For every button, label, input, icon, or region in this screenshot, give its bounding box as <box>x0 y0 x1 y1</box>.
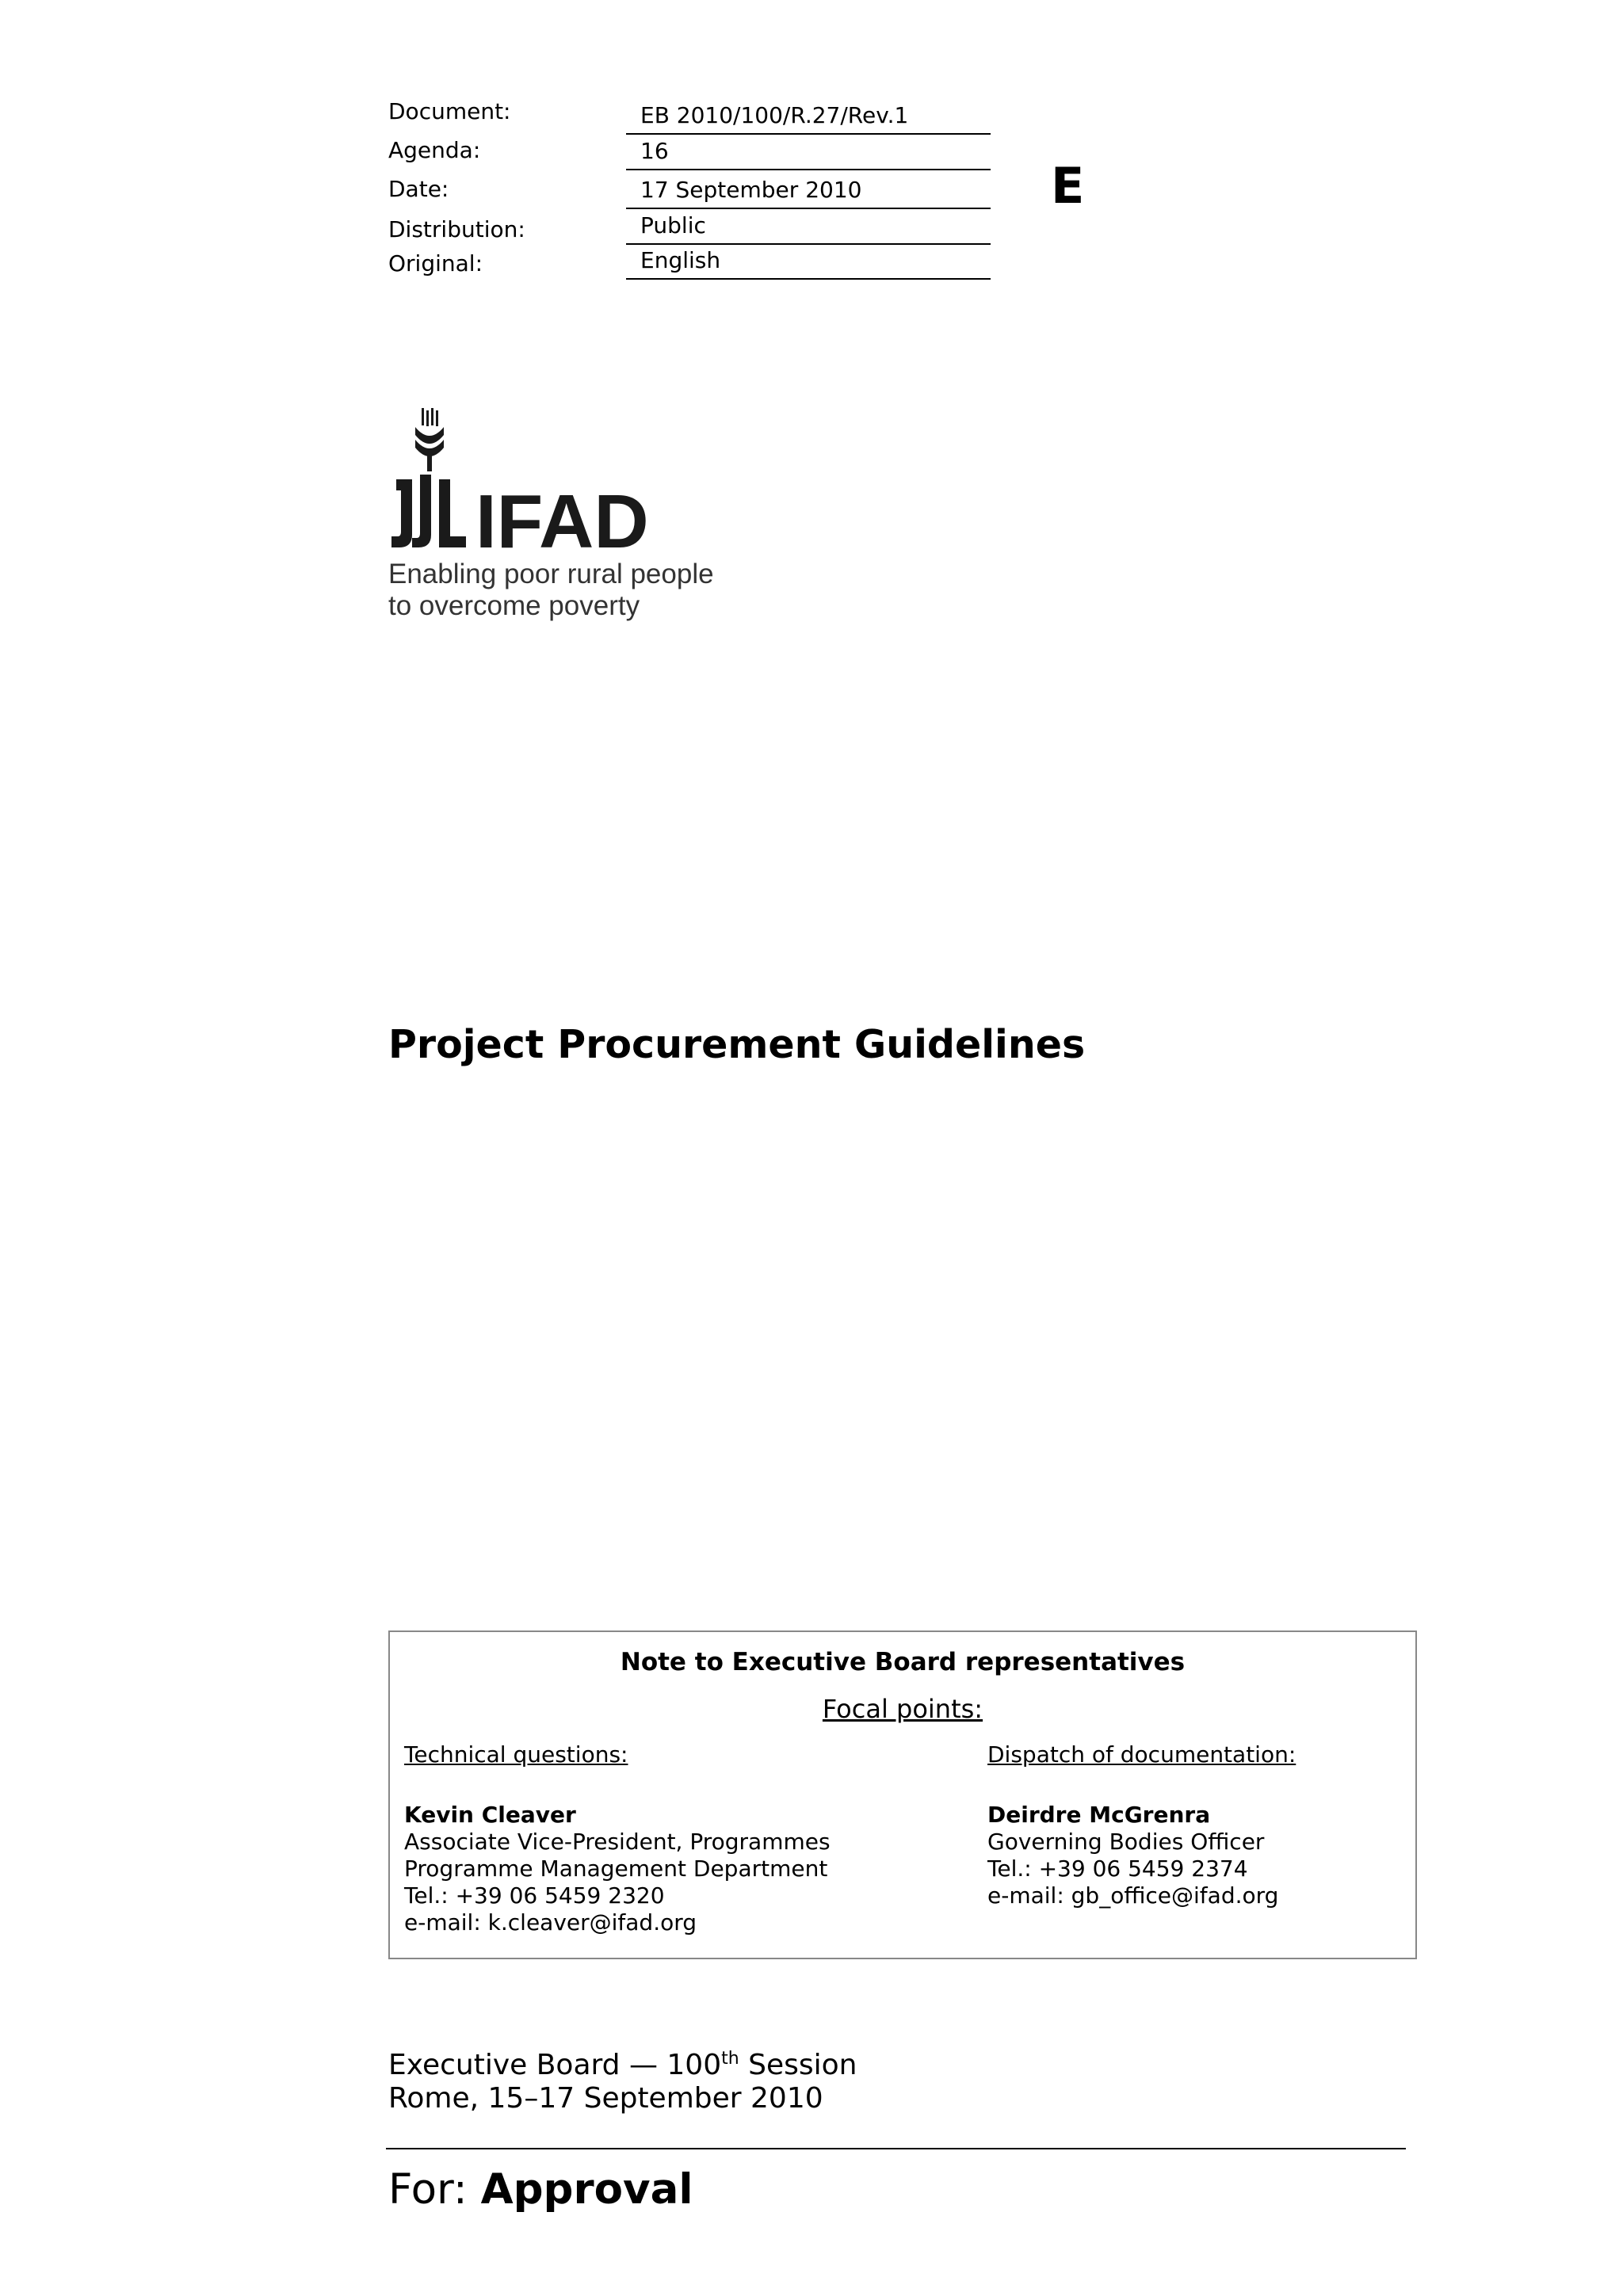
divider <box>386 2148 1406 2149</box>
meta-value-agenda: 16 <box>626 134 991 170</box>
note-box <box>388 1630 1417 1959</box>
session-line <box>388 2042 857 2082</box>
meta-label-document: Document: <box>388 98 511 124</box>
for-approval <box>388 2165 693 2214</box>
dispatch-header: Dispatch of documentation: <box>987 1741 1296 1768</box>
for-value: Approval <box>480 2165 693 2214</box>
meta-value-date: 17 September 2010 <box>626 173 991 209</box>
dispatch-contact-title: Governing Bodies Officer <box>987 1829 1265 1855</box>
document-title: Project Procurement Guidelines <box>388 1022 1086 1067</box>
technical-contact-email[interactable]: e-mail: k.cleaver@ifad.org <box>404 1909 697 1936</box>
logo-tagline <box>388 559 714 622</box>
session-ordinal-suffix: th <box>721 2049 739 2069</box>
technical-questions-header: Technical questions: <box>404 1741 628 1768</box>
technical-contact <box>404 1741 831 1936</box>
focal-points-heading: Focal points: <box>822 1694 983 1724</box>
dispatch-contact-name: Deirdre McGrenra <box>987 1802 1211 1828</box>
tagline-line-2: to overcome poverty <box>388 590 640 621</box>
technical-contact-title: Associate Vice-President, Programmes <box>404 1829 831 1855</box>
session-suffix: Session <box>739 2049 857 2081</box>
session-info <box>388 2042 857 2115</box>
session-prefix: Executive Board — 100 <box>388 2049 722 2081</box>
technical-contact-department: Programme Management Department <box>404 1855 828 1882</box>
meta-value-document: EB 2010/100/R.27/Rev.1 <box>626 98 991 135</box>
tagline-line-1: Enabling poor rural people <box>388 559 714 589</box>
note-title: Note to Executive Board representatives <box>620 1648 1186 1676</box>
dispatch-contact-phone: Tel.: +39 06 5459 2374 <box>987 1855 1248 1882</box>
meta-label-distribution: Distribution: <box>388 216 525 242</box>
technical-contact-name: Kevin Cleaver <box>404 1802 576 1828</box>
dispatch-contact <box>987 1741 1296 1909</box>
svg-text:IFAD: IFAD <box>475 479 649 564</box>
technical-contact-phone: Tel.: +39 06 5459 2320 <box>404 1882 665 1909</box>
language-code: E <box>1051 157 1085 215</box>
meta-label-date: Date: <box>388 176 449 202</box>
meta-label-original: Original: <box>388 250 483 277</box>
meta-value-original: English <box>626 243 991 280</box>
session-location-date: Rome, 15–17 September 2010 <box>388 2082 823 2115</box>
meta-value-distribution: Public <box>626 208 991 245</box>
dispatch-contact-email[interactable]: e-mail: gb_office@ifad.org <box>987 1882 1279 1909</box>
meta-label-agenda: Agenda: <box>388 137 481 163</box>
for-label: For: <box>388 2165 481 2214</box>
